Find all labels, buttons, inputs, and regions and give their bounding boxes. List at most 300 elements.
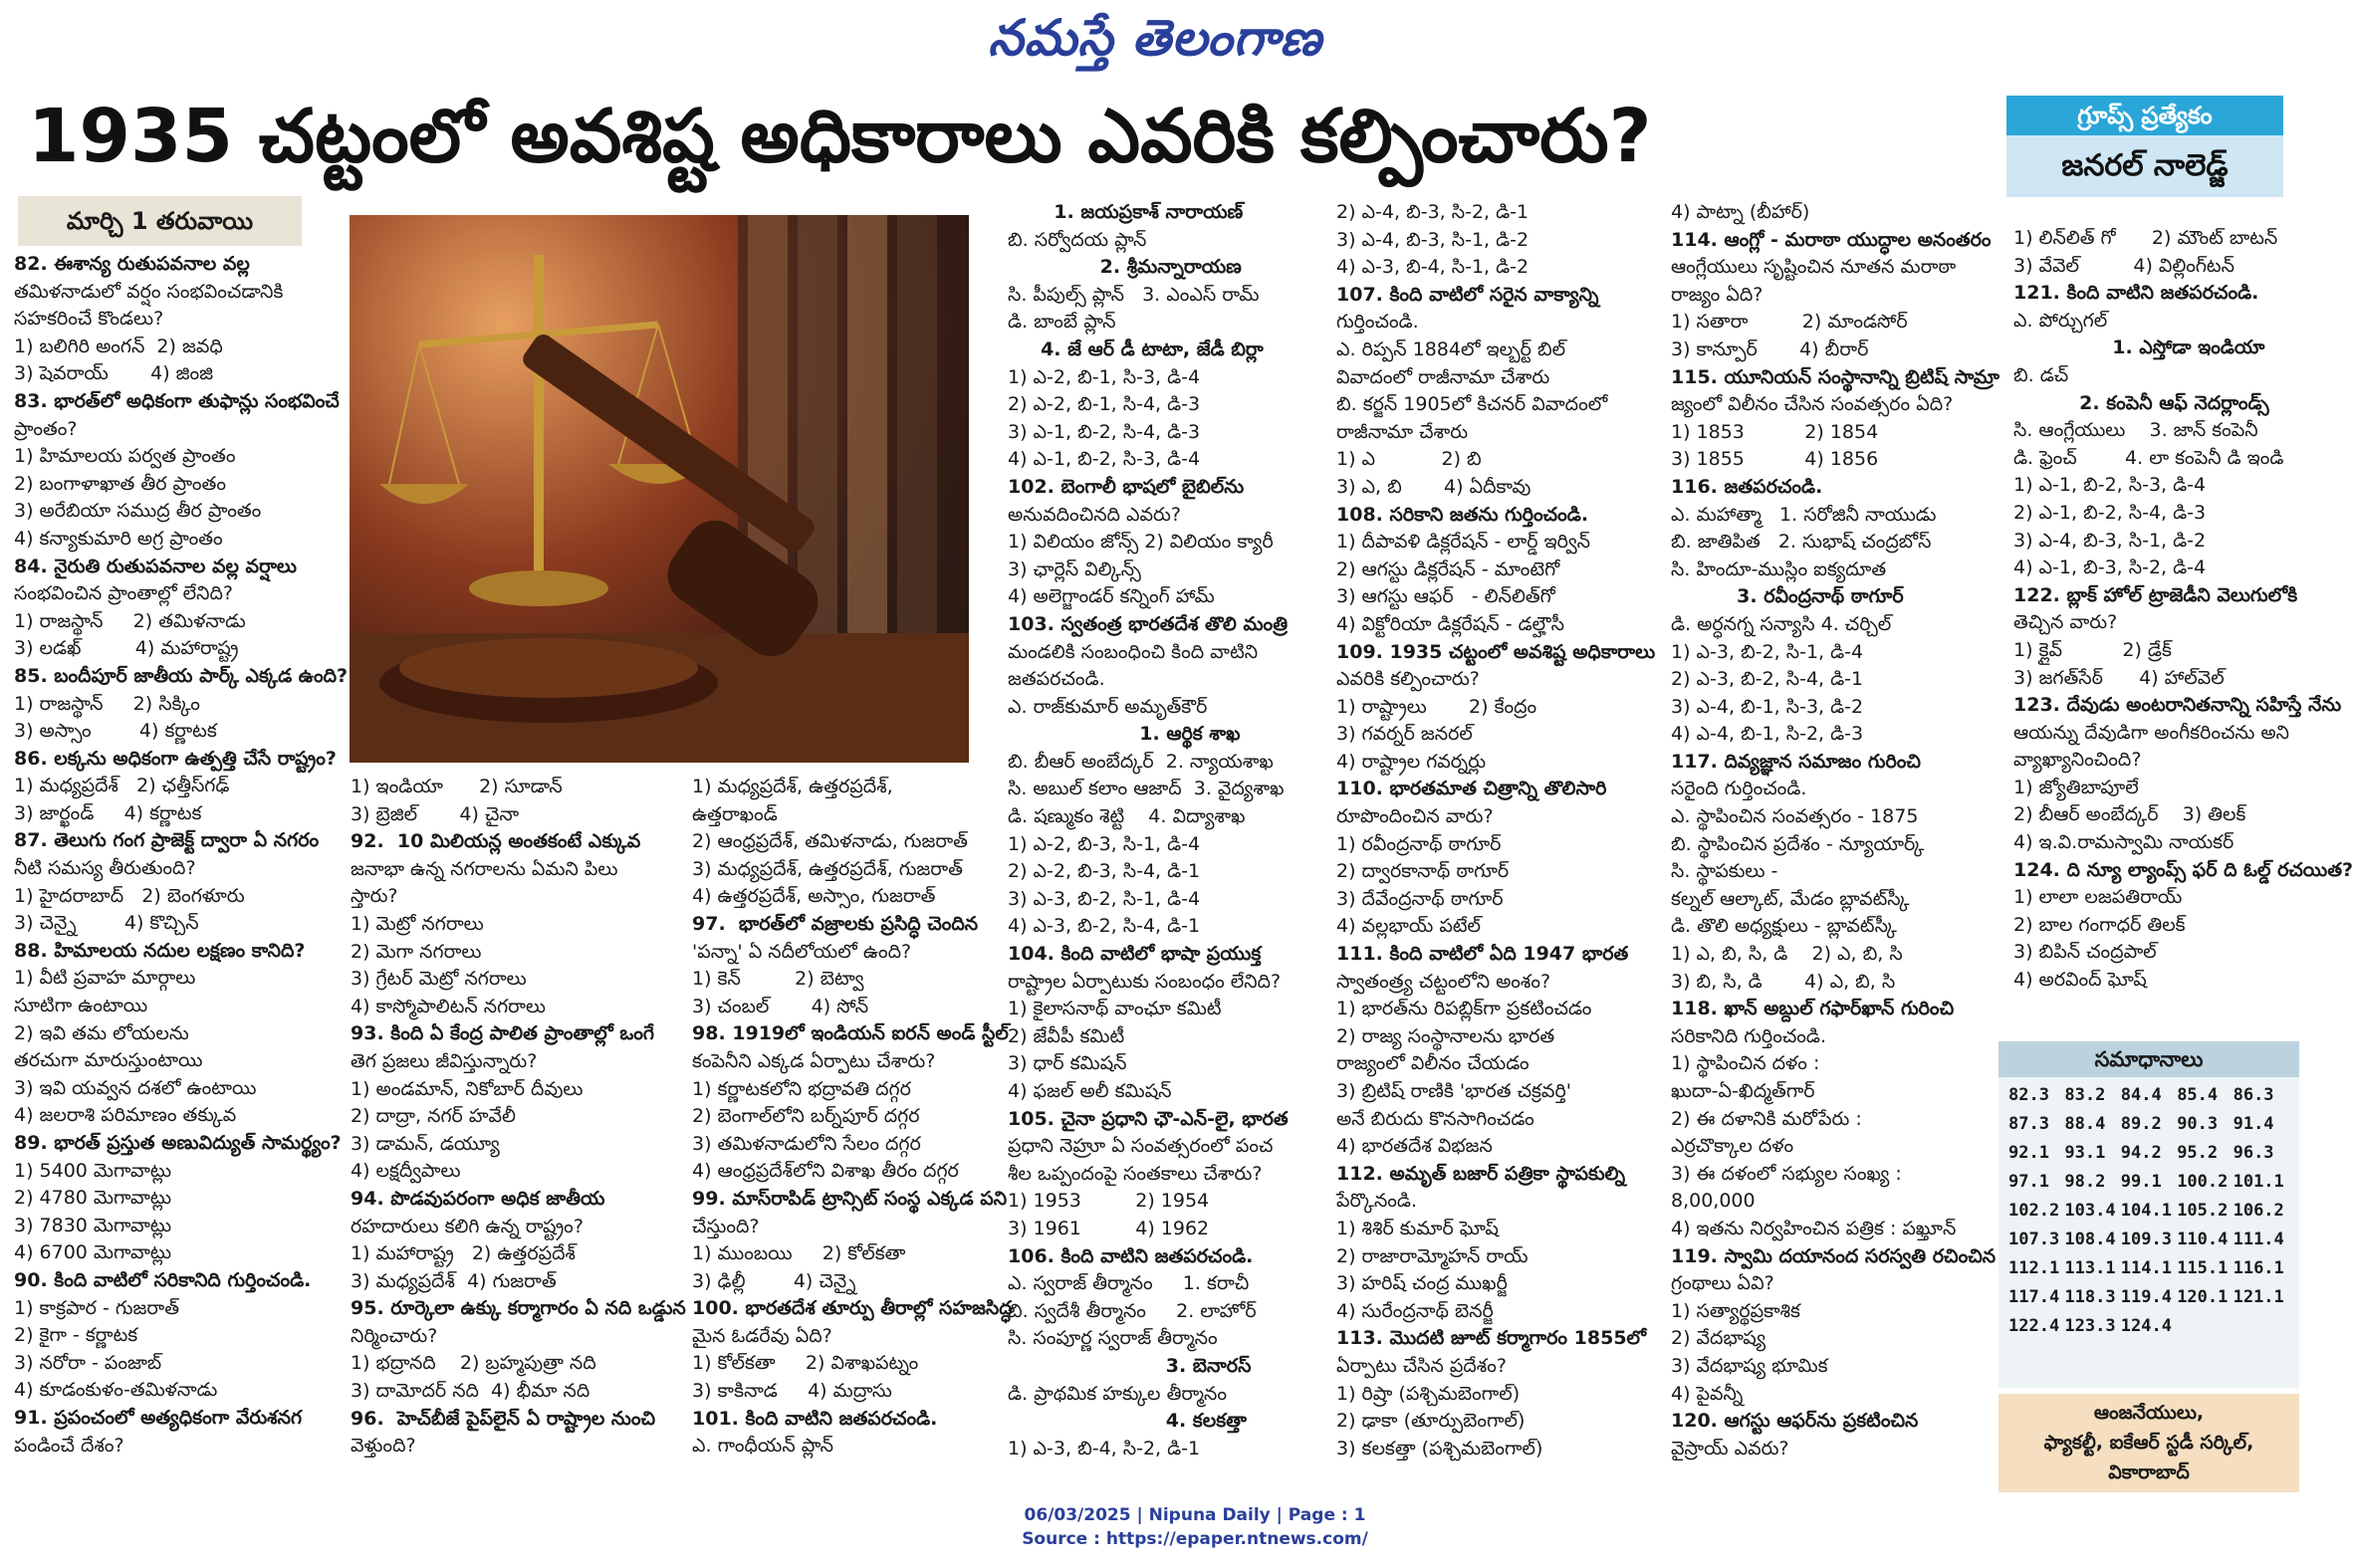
answer-item: 94.2: [2120, 1143, 2162, 1163]
option-text: 4) కన్యాకుమారి అగ్ర ప్రాంతం: [14, 527, 223, 550]
option-text: 3) బ్రెజిల్ 4) చైనా: [351, 802, 520, 825]
question-text: 82. ఈశాన్య రుతుపవనాల వల్ల: [14, 253, 250, 275]
option-text: 4) ఎ-3, బి-2, సి-4, డి-1: [1008, 915, 1201, 938]
option-text: 4) సురేంద్రనాథ్ బెనర్జీ: [1336, 1299, 1494, 1322]
question-text: 91. ప్రపంచంలో అత్యధికంగా వేరుశనగ: [14, 1406, 303, 1429]
option-text: గుర్తించండి.: [1336, 311, 1419, 334]
answer-item: 85.4: [2177, 1085, 2219, 1105]
option-text: 1) ఇండియా 2) సూడాన్: [351, 776, 563, 797]
option-text: 2) ఆంధ్రప్రదేశ్, తమిళనాడు, గుజరాత్: [692, 830, 968, 853]
option-text: ఎ. పోర్చుగల్: [2013, 309, 2108, 332]
option-text: 3) వేవెల్ 4) విల్లింగ్‌టన్: [2013, 254, 2235, 277]
option-text: డి. ఫ్రెంచ్ 4. లా కంపెనీ డి ఇండి: [2013, 446, 2284, 469]
question-text: 1. జయప్రకాశ్ నారాయణ్: [1008, 201, 1244, 223]
option-text: 2) ద్వారకానాథ్ ఠాగూర్: [1336, 860, 1510, 883]
question-text: 114. ఆంగ్లో - మరాఠా యుద్ధాల అనంతరం: [1671, 228, 1992, 251]
answer-item: 109.3: [2120, 1230, 2172, 1249]
option-text: 1) ముంబయి 2) కోల్‌కతా: [692, 1242, 906, 1265]
option-text: 1) ఎ-2, బి-1, సి-3, డి-4: [1008, 365, 1201, 388]
option-text: 2) ఎ-2, బి-1, సి-4, డి-3: [1008, 393, 1201, 416]
option-text: 3) ధార్ కమిషన్: [1008, 1052, 1127, 1075]
option-text: 1) బలిగిరి అంగన్ 2) జవధి: [14, 335, 223, 357]
option-text: జ్యంలో విలీనం చేసిన సంవత్సరం ఏది?: [1671, 393, 1954, 416]
author-credit: [1999, 1394, 2299, 1492]
answer-item: 117.4: [2008, 1287, 2060, 1307]
question-text: 94. పొడవుపరంగా అధిక జాతీయ: [351, 1187, 605, 1210]
answer-item: 98.2: [2064, 1172, 2106, 1192]
option-text: 3) డామన్, డయ్యూ: [351, 1132, 500, 1155]
question-text: 100. భారతదేశ తూర్పు తీరాల్లో సహజసిద్ధ: [692, 1297, 1013, 1320]
option-text: 2) బంగాళాఖాత తీర ప్రాంతం: [14, 472, 226, 495]
option-text: స్తారు?: [351, 885, 398, 908]
option-text: 1) శిశిర్ కుమార్ ఘోష్: [1336, 1217, 1499, 1239]
option-text: ఆయన్ను దేవుడిగా అంగీకరించను అని: [2013, 721, 2289, 744]
option-text: స్వాతంత్ర్య చట్టంలోని అంశం?: [1336, 970, 1551, 993]
question-text: 110. భారతమాత చిత్రాన్ని తొలిసారి: [1336, 778, 1607, 800]
option-text: 2) ఎ-3, బి-2, సి-4, డి-1: [1671, 668, 1864, 691]
question-text: 105. చైనా ప్రధాని ఛౌ-ఎన్-లై, భారత: [1008, 1107, 1289, 1130]
option-text: 1) లాలా లజపతిరాయ్: [2013, 886, 2183, 909]
option-text: 2) ఢాకా (తూర్పుబెంగాల్): [1336, 1410, 1526, 1433]
option-text: 2) మెగా నగరాలు: [351, 940, 482, 963]
question-text: 85. బందీపూర్ జాతీయ పార్క్ ఎక్కడ ఉంది?: [14, 664, 349, 687]
option-text: చేస్తుంది?: [692, 1215, 760, 1237]
answer-item: 92.1: [2008, 1143, 2049, 1163]
answer-item: 86.3: [2233, 1085, 2274, 1105]
answer-item: 88.4: [2064, 1114, 2106, 1134]
option-text: తెచ్చిన వారు?: [2013, 611, 2118, 634]
option-text: 1) భారత్‌ను రిపబ్లిక్‌గా ప్రకటించడం: [1336, 998, 1592, 1020]
answers-title: సమాధానాలు: [1999, 1041, 2299, 1077]
option-text: ఖుదా-ఏ-ఖిద్మత్‌గార్: [1671, 1080, 1815, 1102]
option-text: డి. అర్ధనగ్న సన్యాసి 4. చర్చిల్: [1671, 612, 1892, 635]
option-text: 1) రిష్రా (పశ్చిమబెంగాల్): [1336, 1382, 1521, 1405]
option-text: 4) ఉత్తరప్రదేశ్, అస్సాం, గుజరాత్: [692, 885, 936, 908]
option-text: 2) జేవీపీ కమిటీ: [1008, 1024, 1125, 1047]
option-text: 2) వేదభాష్య: [1671, 1327, 1766, 1350]
option-text: 3) దేవేంద్రనాథ్ ఠాగూర్: [1336, 887, 1504, 910]
option-text: ఎ. మహాత్మా 1. సరోజినీ నాయుడు: [1671, 503, 1937, 526]
option-text: 2) ఎ-2, బి-3, సి-4, డి-1: [1008, 860, 1201, 883]
answer-item: 99.1: [2120, 1172, 2162, 1192]
option-text: 1) ఎ-3, బి-4, సి-2, డి-1: [1008, 1437, 1201, 1459]
option-text: ఎ. గాంధీయన్ ప్లాన్: [692, 1435, 833, 1457]
question-text: 117. దివ్యజ్ఞాన సమాజం గురించి: [1671, 750, 1921, 773]
option-text: సి. అబుల్ కలాం ఆజాద్ 3. వైద్యశాఖ: [1008, 778, 1285, 800]
answer-item: 90.3: [2177, 1114, 2219, 1134]
footer-source-line: Source : https://epaper.ntnews.com/: [1022, 1529, 1368, 1549]
option-text: 4) కూడంకుళం-తమిళనాడు: [14, 1379, 218, 1402]
option-text: 3) 1855 4) 1856: [1671, 448, 1879, 471]
option-text: 1) వీటి ప్రవాహ మార్గాలు: [14, 967, 196, 990]
option-text: తమిళనాడులో వర్షం సంభవించడానికి: [14, 280, 284, 303]
option-text: సరైంది గుర్తించండి.: [1671, 778, 1807, 800]
option-text: డి. తొలి అధ్యక్షులు - బ్లావట్‌స్కీ: [1671, 915, 1897, 938]
option-text: 3) చంబల్ 4) సోన్: [692, 995, 869, 1017]
option-text: 4) ఎ-1, బి-2, సి-3, డి-4: [1008, 448, 1201, 471]
option-text: 1) అండమాన్, నికోబార్ దీవులు: [351, 1077, 584, 1100]
option-text: 4) ఫజల్ అలీ కమిషన్: [1008, 1080, 1172, 1102]
question-column-4: [1008, 199, 1289, 1462]
option-text: పేర్కొనండి.: [1336, 1190, 1418, 1213]
answer-item: 121.1: [2233, 1287, 2284, 1307]
option-text: సి. ఆంగ్లేయులు 3. జాన్ కంపెనీ: [2013, 419, 2258, 442]
option-text: 4) ఇ.వి.రామస్వామి నాయకర్: [2013, 831, 2235, 854]
option-text: రాజ్యం ఏది?: [1671, 283, 1764, 306]
option-text: ఆంగ్లేయులు సృష్టించిన నూతన మరాఠా: [1671, 256, 1957, 279]
answer-item: 124.4: [2120, 1316, 2172, 1336]
question-text: 2. కంపెనీ ఆఫ్ నెదర్లాండ్స్: [2013, 391, 2269, 414]
question-text: 88. హిమాలయ నదుల లక్షణం కానిది?: [14, 939, 306, 962]
option-text: వివాదంలో రాజీనామా చేశారు: [1336, 365, 1550, 388]
answer-item: 97.1: [2008, 1172, 2049, 1192]
option-text: 3) తమిళనాడులోని సేలం దగ్గర: [692, 1132, 921, 1155]
option-text: 2) కైగా - కర్ణాటక: [14, 1324, 138, 1347]
question-text: 4. జే ఆర్ డీ టాటా, జేడీ బిర్లా: [1008, 337, 1264, 360]
option-text: 1) మహారాష్ట్ర 2) ఉత్తరప్రదేశ్: [351, 1242, 576, 1265]
option-text: 2) బాల గంగాధర్ తిలక్: [2013, 913, 2186, 936]
option-text: 3) ఢిల్లీ 4) చెన్నై: [692, 1269, 856, 1292]
option-text: 1) కైలాసనాథ్ వాంఛూ కమిటీ: [1008, 998, 1222, 1020]
question-column-6: [1671, 199, 2000, 1462]
option-text: 3) లడఖ్ 4) మహారాష్ట్ర: [14, 637, 239, 660]
question-text: 4. కలకత్తా: [1008, 1410, 1247, 1433]
masthead-logo: నమస్తే తెలంగాణ: [988, 8, 1322, 67]
option-text: 3) జగత్‌సేఠ్ 4) హాల్‌వెల్: [2013, 666, 2225, 689]
option-text: 1) మధ్యప్రదేశ్ 2) ఛత్తీస్‌గఢ్: [14, 775, 230, 797]
option-text: సూటిగా ఉంటాయి: [14, 995, 148, 1017]
option-text: 3) దామోదర్ నది 4) భీమా నది: [351, 1380, 590, 1403]
option-text: 4) ఎ-1, బి-3, సి-2, డి-4: [2013, 557, 2207, 579]
special-title: జనరల్ నాలెడ్జ్: [2006, 135, 2283, 197]
question-text: 2. శ్రీమన్నారాయణ: [1008, 256, 1242, 279]
credit-name: ఆంజనేయులు,: [2093, 1402, 2205, 1424]
question-column-3: [692, 774, 1013, 1460]
option-text: సి. సంపూర్ణ స్వరాజ్ తీర్మానం: [1008, 1327, 1218, 1350]
option-text: డి. షణ్ముకం శెట్టి 4. విద్యాశాఖ: [1008, 805, 1246, 828]
option-text: 4) పాట్నా (బీహార్): [1671, 201, 1810, 223]
option-text: 3) హరిష్ చంద్ర ముఖర్జీ: [1336, 1272, 1508, 1295]
option-text: ఎ. స్వరాజ్ తీర్మానం 1. కరాచీ: [1008, 1272, 1250, 1295]
option-text: 2) 4780 మెగావాట్లు: [14, 1187, 172, 1210]
question-text: 108. సరికాని జతను గుర్తించండి.: [1336, 503, 1589, 526]
option-text: 4) అలెగ్జాండర్ కన్నింగ్ హామ్: [1008, 585, 1215, 608]
option-text: అనువదించినది ఎవరు?: [1008, 503, 1181, 526]
answer-item: 111.4: [2233, 1230, 2284, 1249]
option-text: ఎ. రిప్పన్ 1884లో ఇల్బర్ట్ బిల్: [1336, 337, 1566, 360]
option-text: తరచుగా మారుస్తుంటాయి: [14, 1049, 203, 1072]
credit-affiliation: ఫ్యాకల్టీ, ఐకేఆర్ స్టడీ సర్కిల్,: [2043, 1432, 2254, 1454]
option-text: 1) రవీంద్రనాథ్ ఠాగూర్: [1336, 832, 1502, 855]
answer-item: 103.4: [2064, 1201, 2116, 1221]
answer-item: 115.1: [2177, 1258, 2229, 1278]
question-text: 111. కింది వాటిలో ఏది 1947 భారత: [1336, 943, 1629, 966]
option-text: 3) మధ్యప్రదేశ్ 4) గుజరాత్: [351, 1269, 557, 1292]
option-text: 3) అరేబియా సముద్ర తీర ప్రాంతం: [14, 500, 262, 523]
option-text: కంపెనీని ఎక్కడ ఏర్పాటు చేశారు?: [692, 1049, 936, 1072]
answer-item: 96.3: [2233, 1143, 2274, 1163]
option-text: బి. డచ్: [2013, 363, 2069, 386]
answer-item: 93.1: [2064, 1143, 2106, 1163]
question-text: 97. భారత్‌లో వజ్రాలకు ప్రసిద్ధి చెందిన: [692, 912, 979, 935]
option-text: పండించే దేశం?: [14, 1434, 124, 1456]
question-text: 3. బెనారస్: [1008, 1354, 1252, 1377]
question-text: 103. స్వతంత్ర భారతదేశ తొలి మంత్రి: [1008, 612, 1289, 635]
option-text: జతపరచండి.: [1008, 668, 1105, 691]
question-text: 118. ఖాన్ అబ్దుల్ గఫార్‌ఖాన్ గురించి: [1671, 998, 1955, 1020]
option-text: 2) రాజారామ్మోహన్ రాయ్: [1336, 1244, 1529, 1267]
option-text: 3) ఎ-4, బి-1, సి-3, డి-2: [1671, 695, 1864, 718]
answer-item: 101.1: [2233, 1172, 2284, 1192]
answer-item: 87.3: [2008, 1114, 2049, 1134]
option-text: 4) ఇతను నిర్వహించిన పత్రిక : పఖ్తూన్: [1671, 1217, 1957, 1239]
option-text: 1) ఎ-1, బి-2, సి-3, డి-4: [2013, 474, 2207, 497]
option-text: 1) దీపావళి డిక్లరేషన్ - లార్డ్ ఇర్విన్: [1336, 531, 1590, 554]
option-text: 3) 1961 4) 1962: [1008, 1217, 1210, 1239]
question-text: 124. ది న్యూ ల్యాంప్స్ ఫర్ ది ఓల్డ్ రచయిత?: [2013, 858, 2353, 881]
option-text: సి. స్థాపకులు -: [1671, 860, 1778, 883]
question-text: 93. కింది ఏ కేంద్ర పాలిత ప్రాంతాల్లో ఒంగే: [351, 1022, 655, 1045]
answer-item: 106.2: [2233, 1201, 2284, 1221]
option-text: 4) రాష్ట్రాల గవర్నర్లు: [1336, 750, 1487, 773]
option-text: సి. పీపుల్స్ ప్లాన్ 3. ఎంఎస్ రామ్: [1008, 283, 1260, 306]
answer-item: 112.1: [2008, 1258, 2060, 1278]
option-text: 1) కాక్రపార - గుజరాత్: [14, 1296, 179, 1319]
option-text: 2) రాజ్య సంస్థానాలను భారత: [1336, 1024, 1555, 1047]
answer-item: 82.3: [2008, 1085, 2049, 1105]
question-text: 3. రవీంద్రనాథ్ ఠాగూర్: [1671, 585, 1904, 608]
option-text: 3) కాకినాడ 4) మద్రాసు: [692, 1380, 892, 1403]
question-text: 89. భారత్ ప్రస్తుత అణువిద్యుత్ సామర్థ్యం?: [14, 1132, 342, 1154]
option-text: 1) మధ్యప్రదేశ్, ఉత్తరప్రదేశ్,: [692, 776, 893, 797]
option-text: 3) ఎ-4, బి-3, సి-1, డి-2: [2013, 529, 2207, 552]
question-text: 107. కింది వాటిలో సరైన వాక్యాన్ని: [1336, 283, 1599, 306]
option-text: 4) విక్టోరియా డిక్లరేషన్ - డల్హౌసీ: [1336, 612, 1565, 635]
question-text: 90. కింది వాటిలో సరికానిది గుర్తించండి.: [14, 1268, 312, 1291]
question-column-1: [14, 251, 348, 1459]
option-text: 1) స్థాపించిన దళం :: [1671, 1052, 1820, 1075]
question-text: 113. మొదటి జూట్ కర్మాగారం 1855లో: [1336, 1327, 1647, 1350]
option-text: 1) 5400 మెగావాట్లు: [14, 1159, 172, 1182]
option-text: 2) దాద్రా, నగర్ హవేలీ: [351, 1105, 516, 1128]
option-text: 3) నరోరా - పంజాబ్: [14, 1351, 162, 1374]
option-text: 4) లక్షద్వీపాలు: [351, 1160, 461, 1183]
question-text: 104. కింది వాటిలో భాషా ప్రయుక్త: [1008, 943, 1262, 966]
option-text: 1) ఎ-2, బి-3, సి-1, డి-4: [1008, 832, 1201, 855]
option-text: ఉత్తరాఖండ్: [692, 802, 778, 825]
answer-item: 95.2: [2177, 1143, 2219, 1163]
option-text: బి. స్వదేశీ తీర్మానం 2. లాహోర్: [1008, 1299, 1257, 1322]
option-text: 1) కెన్ 2) బెట్వా: [692, 968, 864, 991]
option-text: 3) ఈ దళంలో సభ్యుల సంఖ్య :: [1671, 1162, 1902, 1185]
option-text: ఏర్పాటు చేసిన ప్రదేశం?: [1336, 1354, 1507, 1377]
page-footer: [996, 1503, 1394, 1551]
question-text: 96. హెచ్‌బీజే పైప్‌లైన్ ఏ రాష్ట్రాల నుంచి: [351, 1407, 656, 1430]
option-text: 3) బిపిన్ చంద్రపాల్: [2013, 941, 2157, 964]
special-box: [2006, 96, 2283, 197]
question-text: 116. జతపరచండి.: [1671, 475, 1823, 498]
question-text: 122. బ్లాక్ హోల్ ట్రాజెడీని వెలుగులోకి: [2013, 583, 2298, 606]
option-text: 1) జ్యోతిబాపూలే: [2013, 776, 2139, 798]
question-text: 101. కింది వాటిని జతపరచండి.: [692, 1407, 938, 1430]
option-text: మైన ఓడరేవు ఏది?: [692, 1324, 832, 1347]
option-text: 2) ఇవి తమ లోయలను: [14, 1021, 189, 1044]
question-text: 99. మాస్‌రాపిడ్ ట్రాన్సిట్ సంస్థ ఎక్కడ పని: [692, 1187, 1008, 1210]
option-text: వైస్రాయ్ ఎవరు?: [1671, 1437, 1789, 1459]
footer-date-line: 06/03/2025 | Nipuna Daily | Page : 1: [1024, 1505, 1366, 1525]
option-text: 4) భారతదేశ విభజన: [1336, 1135, 1493, 1158]
answer-item: 105.2: [2177, 1201, 2229, 1221]
question-text: 106. కింది వాటిని జతపరచండి.: [1008, 1244, 1254, 1267]
answer-item: 118.3: [2064, 1287, 2116, 1307]
option-text: 2) ఎ-4, బి-3, సి-2, డి-1: [1336, 201, 1529, 223]
option-text: 4) అరవింద్ ఘోష్: [2013, 969, 2147, 992]
option-text: ప్రాంతం?: [14, 417, 78, 440]
answer-item: 104.1: [2120, 1201, 2172, 1221]
credit-place: వికారాబాద్: [2108, 1461, 2190, 1483]
option-text: 1) ఎ-3, బి-2, సి-1, డి-4: [1671, 640, 1864, 663]
option-text: సంభవించిన ప్రాంతాల్లో లేనిది?: [14, 582, 233, 605]
option-text: ఎర్రచొక్కాల దళం: [1671, 1135, 1794, 1158]
option-text: 1) మెట్రో నగరాలు: [351, 912, 484, 935]
option-text: ఎ. స్థాపించిన సంవత్సరం - 1875: [1671, 805, 1919, 828]
question-column-2: [351, 774, 686, 1460]
answer-item: 114.1: [2120, 1258, 2172, 1278]
question-column-7: [2013, 225, 2353, 995]
option-text: డి. బాంబే ప్లాన్: [1008, 311, 1116, 334]
answer-item: 116.1: [2233, 1258, 2284, 1278]
option-text: బి. స్థాపించిన ప్రదేశం - న్యూయార్క్: [1671, 832, 1925, 855]
option-text: డి. ప్రాథమిక హక్కుల తీర్మానం: [1008, 1382, 1228, 1405]
option-text: నిర్మించారు?: [351, 1324, 438, 1347]
answer-item: 100.2: [2177, 1172, 2229, 1192]
question-text: 1. ఆర్థిక శాఖ: [1008, 723, 1241, 746]
option-text: 2) బెంగాల్‌లోని బర్న్‌పూర్ దగ్గర: [692, 1105, 920, 1128]
option-text: 3) చెన్నై 4) కొచ్చిన్: [14, 912, 199, 935]
question-text: 86. లక్కను అధికంగా ఉత్పత్తి చేసే రాష్ట్రం?: [14, 747, 337, 770]
option-text: జనాభా ఉన్న నగరాలను ఏమని పిలు: [351, 857, 618, 880]
option-text: 4) కాస్మోపాలిటన్ నగరాలు: [351, 995, 547, 1017]
answer-item: 108.4: [2064, 1230, 2116, 1249]
option-text: 4) పైవన్నీ: [1671, 1382, 1744, 1405]
option-text: 1) లిన్‌లిత్ గో 2) మౌంట్ బాటన్: [2013, 227, 2278, 249]
option-text: 4) జలరాశి పరిమాణం తక్కువ: [14, 1104, 237, 1127]
option-text: 3) 7830 మెగావాట్లు: [14, 1214, 172, 1236]
option-text: 3) షెవరాయ్ 4) జింజి: [14, 362, 214, 385]
option-text: కల్నల్ ఆల్కాట్, మేడం బ్లావట్‌స్కీ: [1671, 887, 1910, 910]
option-text: 1) హైదరాబాద్ 2) బెంగళూరు: [14, 884, 245, 907]
option-text: 4) వల్లభాయ్ పటేల్: [1336, 915, 1482, 938]
option-text: 3) ఆగస్టు ఆఫర్ - లిన్‌లిత్‌గో: [1336, 585, 1555, 608]
option-text: 1) రాజస్థాన్ 2) సిక్కిం: [14, 692, 200, 715]
option-text: 1) 1953 2) 1954: [1008, 1190, 1210, 1213]
question-text: 84. నైరుతి రుతుపవనాల వల్ల వర్షాలు: [14, 555, 297, 577]
answers-grid: [1999, 1077, 2299, 1344]
option-text: రాష్ట్రాల ఏర్పాటుకు సంబంధం లేనిది?: [1008, 970, 1282, 993]
option-text: రాజీనామా చేశారు: [1336, 420, 1469, 443]
option-text: 3) ఎ-4, బి-3, సి-1, డి-2: [1336, 228, 1529, 251]
answer-item: 89.2: [2120, 1114, 2162, 1134]
question-text: 1. ఎస్తోడా ఇండియా: [2013, 336, 2265, 359]
option-text: నీటి సమస్య తీరుతుంది?: [14, 857, 196, 880]
answer-item: 107.3: [2008, 1230, 2060, 1249]
option-text: ప్రధాని నెహ్రూ ఏ సంవత్సరంలో పంచ: [1008, 1135, 1274, 1158]
answer-item: 91.4: [2233, 1114, 2274, 1134]
option-text: 3) ఛార్లెస్ విల్కిన్స్: [1008, 558, 1141, 580]
page-headline: 1935 చట్టంలో అవశిష్ట అధికారాలు ఎవరికి కల్పించారు?: [28, 94, 1652, 179]
option-text: ఎవరికి కల్పించారు?: [1336, 668, 1480, 691]
option-text: బి. సర్వోదయ ప్లాన్: [1008, 228, 1147, 251]
answer-item: 110.4: [2177, 1230, 2229, 1249]
question-text: 83. భారత్‌లో అధికంగా తుఫాన్లు సంభవించే: [14, 389, 340, 412]
option-text: 3) అస్సాం 4) కర్ణాటక: [14, 720, 217, 743]
option-text: 1) రాష్ట్రాలు 2) కేంద్రం: [1336, 695, 1537, 718]
option-text: బి. జాతిపిత 2. సుభాష్ చంద్రబోస్: [1671, 531, 1932, 554]
question-text: 109. 1935 చట్టంలో అవశిష్ట అధికారాలు: [1336, 640, 1656, 663]
option-text: 4) ఎ-3, బి-4, సి-1, డి-2: [1336, 256, 1529, 279]
option-text: 2) బీఆర్ అంబేద్కర్ 3) తిలక్: [2013, 803, 2246, 826]
option-text: రహదారులు కలిగి ఉన్న రాష్ట్రం?: [351, 1215, 584, 1237]
justice-scale-gavel-image: [350, 215, 969, 763]
option-text: 1) సత్యార్థప్రకాశిక: [1671, 1299, 1800, 1322]
option-text: 4) 6700 మెగావాట్లు: [14, 1241, 172, 1264]
option-text: 3) వేదభాష్య భూమిక: [1671, 1354, 1828, 1377]
option-text: 3) కాన్పూర్ 4) బీరార్: [1671, 337, 1869, 360]
option-text: 1) సతారా 2) మాండసోర్: [1671, 311, 1908, 334]
option-text: తెగ ప్రజలు జీవిస్తున్నారు?: [351, 1049, 538, 1072]
answer-item: 122.4: [2008, 1316, 2060, 1336]
option-text: 3) ఎ-3, బి-2, సి-1, డి-4: [1008, 887, 1201, 910]
option-text: 3) జార్ఖండ్ 4) కర్ణాటక: [14, 801, 202, 824]
option-text: 3) గ్రేటర్ మెట్రో నగరాలు: [351, 968, 527, 991]
question-text: 98. 1919లో ఇండియన్ ఐరన్ అండ్ స్టీల్: [692, 1022, 1009, 1045]
option-text: 3) బ్రిటిష్ రాణికి 'భారత చక్రవర్తి': [1336, 1080, 1571, 1102]
option-text: 3) ఎ, బి 4) ఏదీకావు: [1336, 475, 1531, 498]
question-text: 112. అమృత్ బజార్ పత్రికా స్థాపకుల్ని: [1336, 1162, 1626, 1185]
option-text: 1) ఎ, బి, సి, డి 2) ఎ, బి, సి: [1671, 943, 1903, 966]
option-text: 1) కర్ణాటకలోని భద్రావతి దగ్గర: [692, 1077, 911, 1100]
option-text: బి. కర్జన్ 1905లో కిచనర్ వివాదంలో: [1336, 393, 1608, 416]
option-text: 1) హిమాలయ పర్వత ప్రాంతం: [14, 445, 236, 468]
question-text: 92. 10 మిలియన్ల అంతకంటే ఎక్కువ: [351, 830, 641, 853]
option-text: సహకరించే కొండలు?: [14, 308, 164, 331]
option-text: 2) ఆగస్టు డిక్లరేషన్ - మాంటెగో: [1336, 558, 1560, 580]
option-text: 2) ఈ దళానికి మరోపేరు :: [1671, 1107, 1862, 1130]
option-text: 4) ఎ-4, బి-1, సి-2, డి-3: [1671, 723, 1864, 746]
answer-item: 119.4: [2120, 1287, 2172, 1307]
option-text: 3) కలకత్తా (పశ్చిమబెంగాల్): [1336, 1437, 1543, 1459]
option-text: సి. హిందూ-ముస్లిం ఐక్యదూత: [1671, 558, 1887, 580]
question-column-5: [1336, 199, 1655, 1462]
answer-item: 113.1: [2064, 1258, 2116, 1278]
question-text: 119. స్వామి దయానంద సరస్వతి రచించిన: [1671, 1244, 1997, 1267]
option-text: 3) గవర్నర్ జనరల్: [1336, 723, 1473, 746]
option-text: 8,00,000: [1671, 1190, 1756, 1213]
option-text: 3) ఇవి యవ్వన దశలో ఉంటాయి: [14, 1076, 257, 1099]
continuation-tab: మార్చి 1 తరువాయి: [18, 196, 302, 246]
option-text: 1) విలియం జోన్స్ 2) విలియం క్యారీ: [1008, 531, 1274, 554]
option-text: 3) మధ్యప్రదేశ్, ఉత్తరప్రదేశ్, గుజరాత్: [692, 857, 963, 880]
question-text: 87. తెలుగు గంగ ప్రాజెక్ట్ ద్వారా ఏ నగరం: [14, 829, 320, 852]
question-text: 95. రూర్కెలా ఉక్కు కర్మాగారం ఏ నది ఒడ్డున: [351, 1297, 686, 1320]
option-text: వ్యాఖ్యానించింది?: [2013, 749, 2142, 772]
option-text: రాజ్యంలో విలీనం చేయడం: [1336, 1052, 1529, 1075]
option-text: 1) రాజస్థాన్ 2) తమిళనాడు: [14, 609, 246, 632]
option-text: 1) భద్రానది 2) బ్రహ్మపుత్రా నది: [351, 1352, 596, 1375]
option-text: ఎ. రాజ్‌కుమార్ అమృత్‌కౌర్: [1008, 695, 1208, 718]
answer-item: 84.4: [2120, 1085, 2162, 1105]
option-text: 3) ఎ-1, బి-2, సి-4, డి-3: [1008, 420, 1201, 443]
